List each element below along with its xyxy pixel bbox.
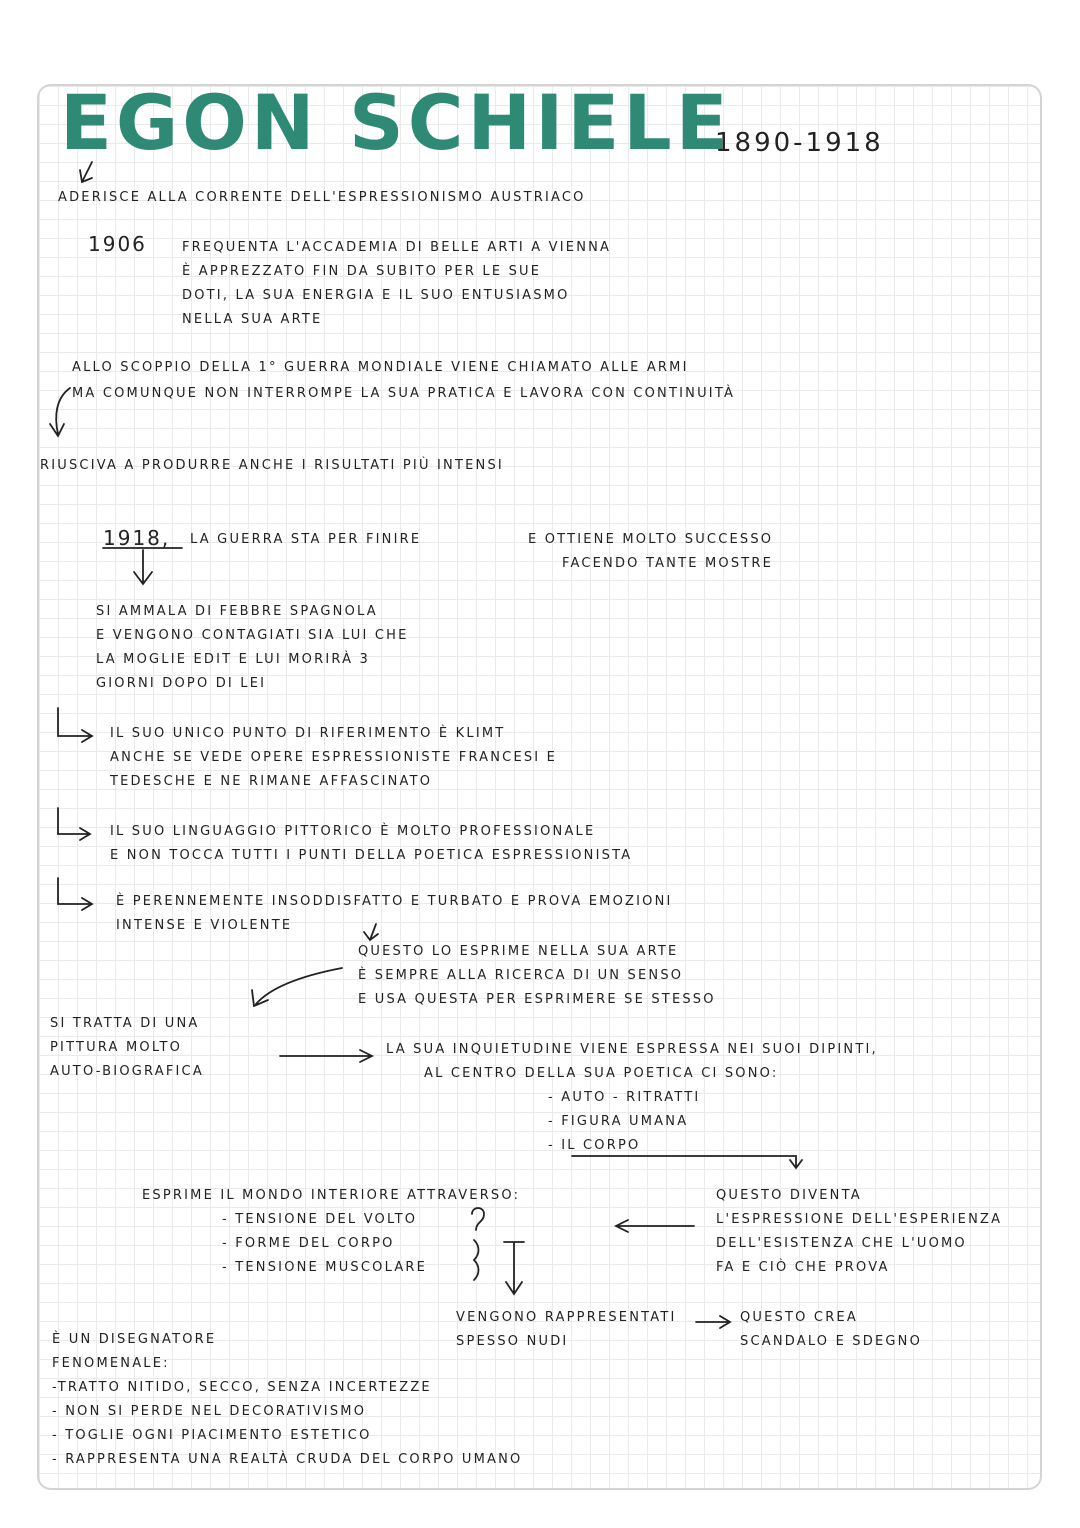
text-line: PITTURA MOLTO bbox=[50, 1040, 183, 1055]
text-line: FREQUENTA L'ACCADEMIA DI BELLE ARTI A VIENNA bbox=[182, 240, 612, 255]
success-line-2: FACENDO TANTE MOSTRE bbox=[562, 556, 774, 571]
list-item: - TOGLIE OGNI PIACIMENTO ESTETICO bbox=[52, 1428, 372, 1443]
success-line-1: E OTTIENE MOLTO SUCCESSO bbox=[528, 532, 774, 547]
year-1906: 1906 bbox=[88, 232, 147, 256]
war-ending: LA GUERRA STA PER FINIRE bbox=[190, 532, 422, 547]
point-language bbox=[110, 820, 632, 868]
text-line: QUESTO DIVENTA bbox=[716, 1188, 862, 1203]
text-line: DELL'ESISTENZA CHE L'UOMO bbox=[716, 1236, 967, 1251]
list-item: - AUTO - RITRATTI bbox=[548, 1090, 701, 1105]
intro-line: ADERISCE ALLA CORRENTE DELL'ESPRESSIONISMO AUSTRIACO bbox=[58, 190, 586, 205]
year-1918: 1918, bbox=[103, 526, 171, 550]
scandal-block bbox=[740, 1306, 922, 1354]
drawer-block bbox=[52, 1328, 522, 1472]
text-line: LA MOGLIE EDIT E LUI MORIRÀ 3 bbox=[96, 652, 370, 667]
text-line: VENGONO RAPPRESENTATI bbox=[456, 1310, 677, 1325]
text-line: È PERENNEMENTE INSODDISFATTO E TURBATO E PROVA EMOZIONI bbox=[116, 894, 673, 909]
autobio-block bbox=[50, 1012, 204, 1084]
page-title: EGON SCHIELE bbox=[60, 78, 732, 167]
war-line-3: RIUSCIVA A PRODURRE ANCHE I RISULTATI PIÙ INTENSI bbox=[40, 458, 504, 473]
block-1906 bbox=[182, 236, 611, 332]
text-line: QUESTO CREA bbox=[740, 1310, 858, 1325]
life-dates: 1890-1918 bbox=[715, 128, 884, 158]
text-line: E NON TOCCA TUTTI I PUNTI DELLA POETICA ESPRESSIONISTA bbox=[110, 848, 633, 863]
text-line: SI TRATTA DI UNA bbox=[50, 1016, 200, 1031]
text-line: SCANDALO E SDEGNO bbox=[740, 1334, 923, 1349]
list-item: - RAPPRESENTA UNA REALTÀ CRUDA DEL CORPO UMANO bbox=[52, 1452, 523, 1467]
text-line: QUESTO LO ESPRIME NELLA SUA ARTE bbox=[358, 944, 679, 959]
text-line: IL SUO LINGUAGGIO PITTORICO È MOLTO PROFESSIONALE bbox=[110, 824, 596, 839]
point-emotions bbox=[116, 890, 673, 938]
text-line: FENOMENALE: bbox=[52, 1356, 170, 1371]
inner-heading: ESPRIME IL MONDO INTERIORE ATTRAVERSO: bbox=[142, 1188, 521, 1203]
text-line: ANCHE SE VEDE OPERE ESPRESSIONISTE FRANCESI E bbox=[110, 750, 558, 765]
text-line: GIORNI DOPO DI LEI bbox=[96, 676, 267, 691]
text-line: È SEMPRE ALLA RICERCA DI UN SENSO bbox=[358, 968, 684, 983]
text-line: E VENGONO CONTAGIATI SIA LUI CHE bbox=[96, 628, 409, 643]
text-line: È APPREZZATO FIN DA SUBITO PER LE SUE bbox=[182, 264, 542, 279]
text-line: SI AMMALA DI FEBBRE SPAGNOLA bbox=[96, 604, 378, 619]
point-klimt bbox=[110, 722, 557, 794]
restless-line-2: AL CENTRO DELLA SUA POETICA CI SONO: bbox=[424, 1066, 779, 1081]
text-line: INTENSE E VIOLENTE bbox=[116, 918, 293, 933]
list-item: - FIGURA UMANA bbox=[548, 1114, 689, 1129]
war-line-1: ALLO SCOPPIO DELLA 1° GUERRA MONDIALE VIENE CHIAMATO ALLE ARMI bbox=[72, 360, 689, 375]
text-line: NELLA SUA ARTE bbox=[182, 312, 323, 327]
text-line: E USA QUESTA PER ESPRIMERE SE STESSO bbox=[358, 992, 716, 1007]
inner-items bbox=[222, 1208, 427, 1280]
text-line: FA E CIÒ CHE PROVA bbox=[716, 1260, 890, 1275]
illness-block bbox=[96, 600, 409, 696]
list-item: - FORME DEL CORPO bbox=[222, 1236, 395, 1251]
becomes-block bbox=[716, 1184, 1002, 1280]
text-line: DOTI, LA SUA ENERGIA E IL SUO ENTUSIASMO bbox=[182, 288, 570, 303]
restless-line-1: LA SUA INQUIETUDINE VIENE ESPRESSA NEI SUOI DIPINTI, bbox=[386, 1042, 878, 1057]
list-item: -TRATTO NITIDO, SECCO, SENZA INCERTEZZE bbox=[52, 1380, 432, 1395]
text-line: IL SUO UNICO PUNTO DI RIFERIMENTO È KLIMT bbox=[110, 726, 506, 741]
list-item: - IL CORPO bbox=[548, 1138, 641, 1153]
war-line-2: MA COMUNQUE NON INTERROMPE LA SUA PRATICA E LAVORA CON CONTINUITÀ bbox=[72, 386, 736, 401]
center-items bbox=[548, 1086, 700, 1158]
list-item: - TENSIONE MUSCOLARE bbox=[222, 1260, 428, 1275]
text-line: È UN DISEGNATORE bbox=[52, 1332, 217, 1347]
text-line: SPESSO NUDI bbox=[456, 1334, 569, 1349]
text-line: AUTO-BIOGRAFICA bbox=[50, 1064, 204, 1079]
expresses-block bbox=[358, 940, 716, 1012]
text-line: L'ESPRESSIONE DELL'ESPERIENZA bbox=[716, 1212, 1003, 1227]
text-line: TEDESCHE E NE RIMANE AFFASCINATO bbox=[110, 774, 433, 789]
list-item: - TENSIONE DEL VOLTO bbox=[222, 1212, 418, 1227]
list-item: - NON SI PERDE NEL DECORATIVISMO bbox=[52, 1404, 367, 1419]
